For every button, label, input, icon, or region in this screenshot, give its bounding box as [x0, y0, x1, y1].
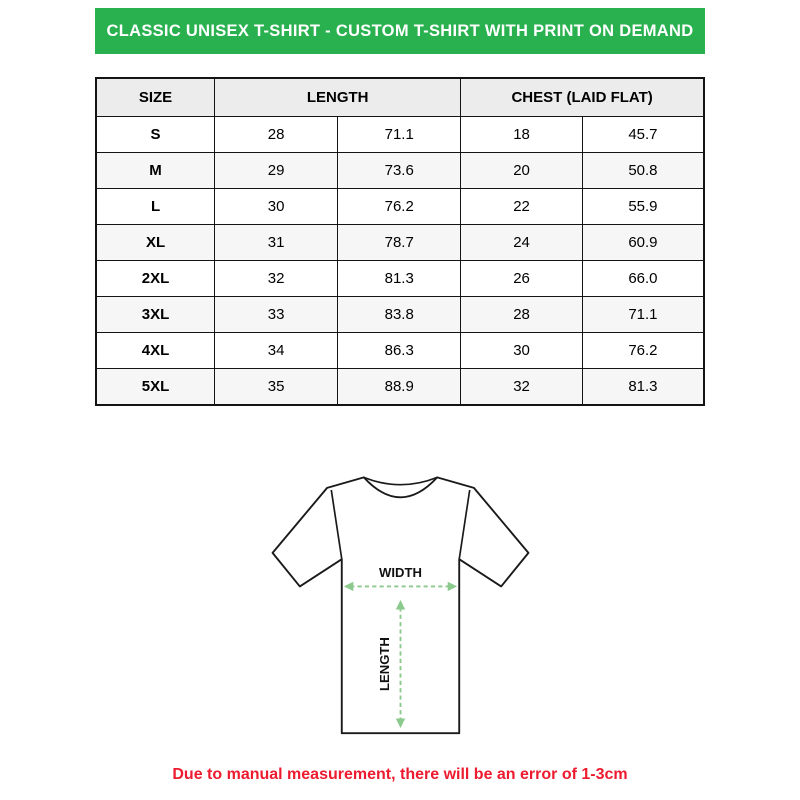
- table-row: [96, 189, 704, 225]
- page-title: CLASSIC UNISEX T-SHIRT - CUSTOM T-SHIRT WITH PRINT ON DEMAND: [106, 21, 694, 40]
- chest-cm-cell: 66.0: [582, 261, 704, 297]
- table-row: [96, 153, 704, 189]
- table-row: [96, 297, 704, 333]
- width-label: WIDTH: [378, 564, 422, 580]
- chest-in-cell: 32: [461, 369, 583, 406]
- length-in-cell: 34: [215, 333, 338, 369]
- size-cell: L: [96, 189, 215, 225]
- length-cm-cell: 83.8: [338, 297, 461, 333]
- collar-line: [363, 477, 436, 484]
- chest-in-cell: 30: [461, 333, 583, 369]
- title-banner: [95, 8, 705, 54]
- size-cell: S: [96, 117, 215, 153]
- size-cell: M: [96, 153, 215, 189]
- length-cm-cell: 81.3: [338, 261, 461, 297]
- chest-cm-cell: 71.1: [582, 297, 704, 333]
- table-row: [96, 117, 704, 153]
- length-cm-cell: 76.2: [338, 189, 461, 225]
- chest-cm-cell: 81.3: [582, 369, 704, 406]
- chest-cm-cell: 50.8: [582, 153, 704, 189]
- chest-in-cell: 26: [461, 261, 583, 297]
- chest-in-cell: 22: [461, 189, 583, 225]
- size-chart-table: [95, 77, 705, 406]
- measurement-diagram: [0, 448, 800, 750]
- chest-in-cell: 28: [461, 297, 583, 333]
- length-in-cell: 31: [215, 225, 338, 261]
- chest-cm-cell: 76.2: [582, 333, 704, 369]
- length-in-cell: 30: [215, 189, 338, 225]
- size-cell: 3XL: [96, 297, 215, 333]
- table-row: [96, 225, 704, 261]
- chest-in-cell: 20: [461, 153, 583, 189]
- table-row: [96, 333, 704, 369]
- length-cm-cell: 78.7: [338, 225, 461, 261]
- length-in-cell: 35: [215, 369, 338, 406]
- chest-in-cell: 24: [461, 225, 583, 261]
- size-cell: 5XL: [96, 369, 215, 406]
- chest-cm-cell: 55.9: [582, 189, 704, 225]
- length-in-cell: 28: [215, 117, 338, 153]
- header-row: [96, 78, 704, 117]
- chest-in-cell: 18: [461, 117, 583, 153]
- chest-cm-cell: 60.9: [582, 225, 704, 261]
- length-in-cell: 29: [215, 153, 338, 189]
- size-cell: XL: [96, 225, 215, 261]
- measurement-disclaimer: Due to manual measurement, there will be an error of 1-3cm: [172, 766, 628, 783]
- length-cm-cell: 73.6: [338, 153, 461, 189]
- tshirt-diagram-svg: [243, 448, 558, 750]
- length-cm-cell: 86.3: [338, 333, 461, 369]
- length-column-header: LENGTH: [215, 78, 461, 117]
- size-cell: 4XL: [96, 333, 215, 369]
- size-column-header: SIZE: [96, 78, 215, 117]
- chest-cm-cell: 45.7: [582, 117, 704, 153]
- length-label: LENGTH: [376, 637, 392, 691]
- table-row: [96, 261, 704, 297]
- length-cm-cell: 71.1: [338, 117, 461, 153]
- length-in-cell: 33: [215, 297, 338, 333]
- length-in-cell: 32: [215, 261, 338, 297]
- length-cm-cell: 88.9: [338, 369, 461, 406]
- table-row: [96, 369, 704, 406]
- size-cell: 2XL: [96, 261, 215, 297]
- chest-column-header: CHEST (LAID FLAT): [461, 78, 704, 117]
